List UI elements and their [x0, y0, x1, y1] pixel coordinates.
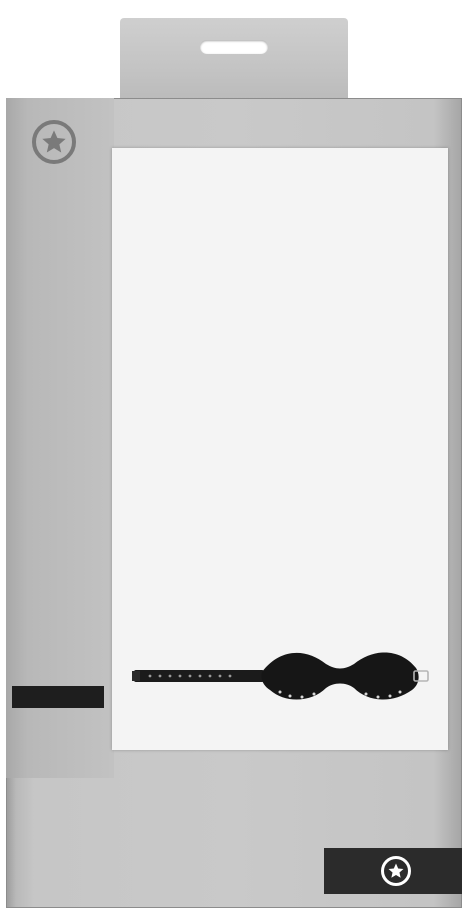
hang-hole [200, 40, 268, 54]
stimufacts-logo [12, 686, 104, 708]
ouch-brand-band [324, 848, 462, 894]
hanger-tab [120, 18, 348, 106]
left-panel [6, 98, 114, 778]
eye-mask-illustration [130, 634, 430, 718]
star-logo-icon [32, 120, 76, 164]
star-icon [381, 856, 411, 886]
